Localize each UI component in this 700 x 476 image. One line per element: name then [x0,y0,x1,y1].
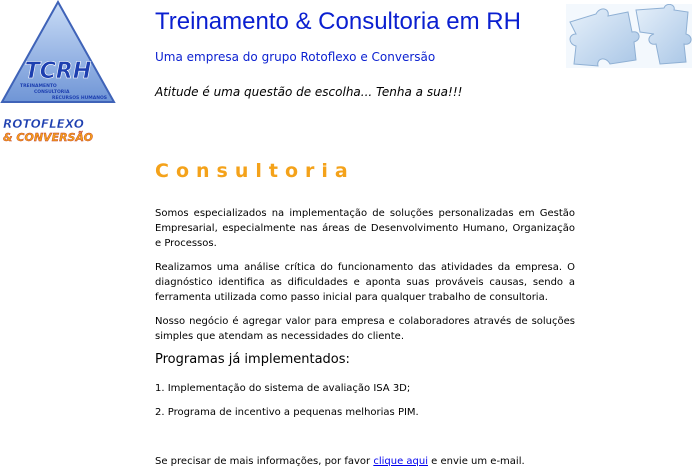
program-item: 1. Implementação do sistema de avaliação ISA 3D; [155,383,411,394]
contact-text-after: e envie um e-mail. [428,456,525,467]
svg-text:TREINAMENTO: TREINAMENTO [20,84,57,89]
contact-link[interactable]: clique aqui [373,456,428,467]
svg-text:CONSULTORIA: CONSULTORIA [34,90,70,95]
tagline: Atitude é uma questão de escolha... Tenha a sua!!! [155,85,463,99]
programs-heading: Programas já implementados: [155,352,350,367]
tcrh-logo-text: TCRH [24,59,92,84]
svg-text:ROTOFLEXO: ROTOFLEXO [3,117,84,131]
intro-paragraph: Somos especializados na implementação de soluções personalizadas em Gestão Empresarial, especialmente nas áreas de Desenvolvimento Humano, Organização e Processos. [155,208,575,249]
rotoflexo-logo [2,116,108,144]
tcrh-logo [0,0,116,104]
diagnosis-paragraph: Realizamos uma análise crítica do funcionamento das atividades da empresa. O diagnóstico identifica as dificuldades e aponta suas prováveis causas, sendo a ferramenta utilizada como passo inicial para qualquer trabalho de consultoria. [155,262,575,303]
puzzle-image [566,4,692,68]
page-title: Consultoria [155,160,355,182]
contact-text-before: Se precisar de mais informações, por favor [155,456,374,467]
program-item: 2. Programa de incentivo a pequenas melhorias PIM. [155,407,419,418]
site-title: Treinamento & Consultoria em RH [155,8,521,35]
contact-text [155,456,525,467]
svg-text:& CONVERSÃO: & CONVERSÃO [3,131,93,144]
site-subtitle: Uma empresa do grupo Rotoflexo e Conversão [155,50,436,64]
business-paragraph: Nosso negócio é agregar valor para empresa e colaboradores através de soluções simples que atendam as necessidades do cliente. [155,316,575,342]
svg-text:RECURSOS HUMANOS: RECURSOS HUMANOS [52,96,108,101]
